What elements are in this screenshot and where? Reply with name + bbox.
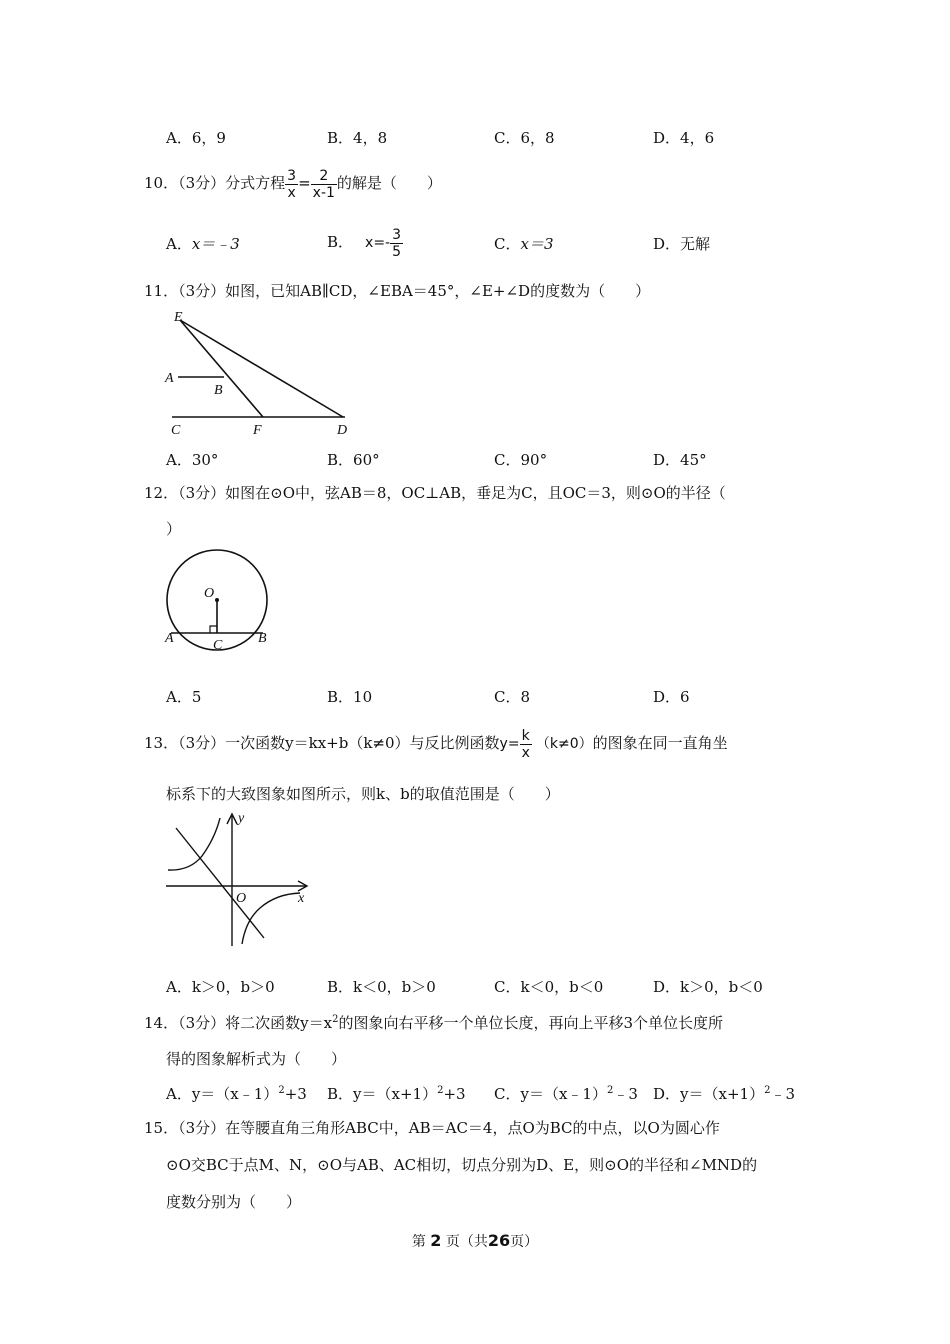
q9-option-a: A．6，9 <box>166 129 226 147</box>
question-14-cont: 得的图象解析式为（ ） <box>166 1050 347 1068</box>
question-number: 15． <box>144 1119 179 1137</box>
question-text: （3分）一次函数y＝kx+b（k≠0）与反比例函数 <box>178 734 500 752</box>
question-14: 14．（3分）将二次函数$y=x^2$的图象向右平移一个单位长度，再向上平移3个单位长度所 <box>144 1014 723 1032</box>
question-13-cont: 标系下的大致图象如图所示，则k、b的取值范围是（ ） <box>166 785 560 803</box>
label-a: A <box>165 631 174 646</box>
question-text: （3分）在等腰直角三角形ABC中，AB＝AC＝4，点O为BC的中点，以O为圆心作 <box>178 1119 720 1137</box>
page-footer: 第 2 页（共26页） <box>411 1231 539 1250</box>
question-text: （3分）将二次函数y＝x <box>178 1014 333 1032</box>
hyperbola-branch-1 <box>168 818 220 870</box>
question-text: 的解是（ ） <box>336 174 442 192</box>
question-number: 13． <box>144 734 179 752</box>
q11-figure <box>160 305 360 440</box>
q10-option-d: D．无解 <box>653 235 711 253</box>
q11-option-a: A．30° <box>166 451 219 469</box>
q11-option-b: B．60° <box>327 451 380 469</box>
question-number: 12． <box>144 484 179 502</box>
label-x: x <box>298 891 305 906</box>
q12-option-b: B．10 <box>327 688 373 706</box>
label-b: B <box>214 383 223 398</box>
q9-option-d: D．4，6 <box>653 129 715 147</box>
label-y: y <box>238 811 245 826</box>
question-10: 10．（3分）分式方程 $\frac{3}{x}$ = $\frac{2}{x-1}$ 的解是（ ） <box>144 167 442 201</box>
q11-option-d: D．45° <box>653 451 707 469</box>
total-pages: 26 <box>487 1231 511 1250</box>
question-15-line3: 度数分别为（ ） <box>166 1193 302 1211</box>
question-11 <box>144 280 650 301</box>
hyperbola-branch-2 <box>242 893 300 944</box>
q10-option-a: A．x＝﹣3 <box>166 235 240 253</box>
page-number: 2 <box>430 1231 442 1250</box>
question-15 <box>144 1117 720 1138</box>
q14-option-b: B．$y=(x+1)^2+3$ <box>327 1085 466 1103</box>
center-point <box>215 598 219 602</box>
question-text: （3分）如图在⊙O中，弦AB＝8，OC⊥AB，垂足为C，且OC＝3，则⊙O的半径（ <box>178 484 726 502</box>
q10-option-c: C．x＝3 <box>494 235 554 253</box>
q13-option-a: A．k＞0，b＞0 <box>166 978 275 996</box>
q14-option-a: A．y＝（x﹣1）$^2$+3 <box>166 1085 307 1103</box>
q9-option-b: B．4，8 <box>327 129 388 147</box>
question-score: （3分） <box>178 174 226 192</box>
question-text: 的图象在同一直角坐 <box>592 734 728 752</box>
label-f: F <box>253 423 262 438</box>
q10-option-b: B． x=- $\frac{3}{5}$ <box>327 226 402 260</box>
label-c: C <box>171 423 181 438</box>
question-15-line2: ⊙O交BC于点M、N，⊙O与AB、AC相切，切点分别为D、E，则⊙O的半径和∠MND的 <box>166 1156 758 1174</box>
q12-figure <box>160 545 280 657</box>
q9-option-c: C．6，8 <box>494 129 555 147</box>
question-12 <box>144 482 726 503</box>
question-12-cont: ） <box>166 520 182 538</box>
label-e: E <box>174 310 183 325</box>
question-text: 的图象向右平移一个单位长度，再向上平移3个单位长度所 <box>338 1014 723 1032</box>
question-number: 10． <box>144 174 179 192</box>
label-a: A <box>165 371 174 386</box>
q14-option-c: C．y＝（x﹣1）$^2$﹣3 <box>494 1085 638 1103</box>
q13-option-c: C．k＜0，b＜0 <box>494 978 604 996</box>
q13-option-b: B．k＜0，b＞0 <box>327 978 436 996</box>
right-angle-mark <box>210 626 217 633</box>
question-number: 11． <box>144 282 179 300</box>
q13-figure <box>160 808 320 953</box>
fraction: $\frac{2}{x-1}$ <box>312 167 335 201</box>
question-13: 13．（3分）一次函数y＝kx+b（k≠0）与反比例函数y= $\frac{k}{x}$ （k≠0）的图象在同一直角坐 <box>144 727 728 761</box>
question-text: （3分）如图，已知AB∥CD，∠EBA＝45°，∠E+∠D的度数为（ ） <box>178 282 651 300</box>
label-o: O <box>236 891 247 906</box>
label-b: B <box>258 631 267 646</box>
label-o: O <box>204 586 215 601</box>
q12-option-d: D．6 <box>653 688 690 706</box>
fraction: $\frac{3}{x}$ <box>287 167 297 201</box>
q13-option-d: D．k＞0，b＜0 <box>653 978 763 996</box>
q12-option-a: A．5 <box>166 688 202 706</box>
linear-function-line <box>176 828 264 938</box>
question-text: 分式方程 <box>225 174 286 192</box>
label-d: D <box>337 423 348 438</box>
q11-option-c: C．90° <box>494 451 548 469</box>
question-number: 14． <box>144 1014 179 1032</box>
line-ef <box>180 320 263 417</box>
q14-option-d: D．$y=(x+1)^2﹣3$ <box>653 1085 795 1103</box>
q12-option-c: C．8 <box>494 688 531 706</box>
line-ed <box>180 320 343 417</box>
label-c: C <box>213 638 223 653</box>
